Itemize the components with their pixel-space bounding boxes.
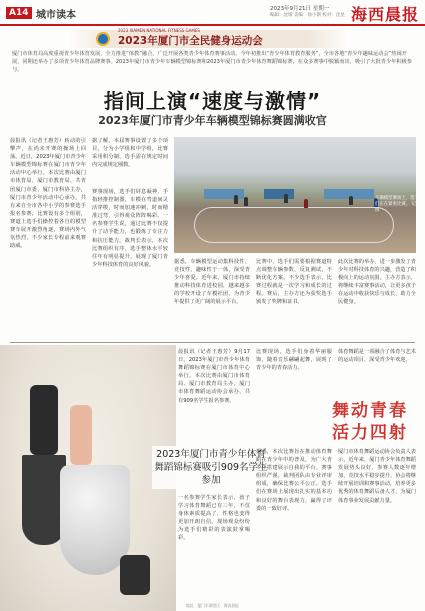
section-divider bbox=[10, 342, 415, 343]
article2-column: 据悉，本次比赛旨在推动体育舞蹈在青少年中的普及，为广大青少年搭建展示自我的平台。赛事组织严谨，裁判团队由专业评审组成，确保比赛公平公正。选手们在赛场上展现出扎实的基本功和良好的舞台表现力，赢得了评委的一致好评。 bbox=[256, 449, 332, 512]
main-headline: 指间上演“速度与激情” bbox=[103, 89, 322, 113]
lead-paragraph: 厦门市体育局高度重视青少年体育发展，全力推进“体教”融合，广泛开展各类青少年体育赛事活动。今年初推出“青少年体育教育服务”，全市各地“青少年趣味运动会”热闹开展，同期还举办了多项青少年体育品牌赛事。2023年厦门市青少年车辆模型锦标赛和2023年厦门市青少年体育舞蹈锦标赛，在众多赛事中脱颖而出，吸引了大批青少年积极参与。 bbox=[12, 51, 412, 73]
rc-car-race-photo bbox=[174, 137, 416, 253]
main-subheadline: 2023年厦门市青少年车辆模型锦标赛圆满收官 bbox=[98, 114, 327, 127]
banner-subtitle: 2023 XIAMEN NATIONAL FITNESS GAMES bbox=[118, 28, 200, 33]
article2-column: 一名参赛学生家长表示，孩子学习体育舞蹈已有三年，不仅身体素质提高了，性格也变得更加开朗自信。现场观众纷纷为选手们精彩的表演鼓掌喝彩。 bbox=[178, 495, 250, 542]
page-number-tag: A14 bbox=[6, 7, 32, 19]
article1-column: 赛事现场，选手们屏息凝神，手指轻推控制器，车模在弯道间灵活穿梭，时而加速冲刺，时而精准过弯，引得观众阵阵喝彩。一名参赛学生说，通过比赛不仅提升了动手能力，也锻炼了专注力和抗压能力。裁判长表示，本次比赛组织有序，选手整体水平较往年有明显提升，展现了厦门青少年科技体育的良好风貌。 bbox=[92, 189, 168, 268]
article2-column: 晨报讯（记者王惠芳）9月17日，2023年厦门市青少年体育舞蹈锦标赛在厦门市体育中心举行。本次比赛由厦门市体育局、厦门市教育局主办，厦门市体育舞蹈运动协会承办，共有909名学生报名参赛。 bbox=[178, 349, 250, 404]
article1-column: 据了解，本届赛事设置了多个项目，分为小学组和中学组，比赛采用积分制，选手需在规定时间内完成规定圈数。 bbox=[92, 138, 168, 169]
article2-column: 体育舞蹈是一项融合了体育与艺术的运动项目，深受青少年欢迎。 bbox=[338, 349, 416, 364]
page-footer: 地址：厦门市湖里区 · 海西晨报 bbox=[186, 603, 239, 608]
banner-title: 2023年厦门市全民健身运动会 bbox=[118, 35, 263, 47]
dance-feature-title bbox=[248, 400, 408, 444]
article1-column: 此次比赛的举办，进一步激发了青少年对科技体育的兴趣，营造了积极向上的运动氛围。主办方表示，将继续丰富赛事活动，让更多孩子在运动中收获快乐与成长，助力全民健身。 bbox=[338, 259, 416, 306]
newspaper-logo: 海西晨报 bbox=[350, 5, 419, 24]
event-banner bbox=[66, 30, 350, 48]
article1-column: 比赛中，选手们需要根据赛道特点调整车辆参数，反复测试，不断优化方案。不少选手表示，比赛过程就是一次学习和成长的过程。赛后，主办方还为获奖选手颁发了奖牌和证书。 bbox=[256, 259, 332, 306]
issue-date: 2023年9月21日 星期一 bbox=[270, 6, 330, 12]
article2-column: 比赛现场，选手们身着华丽服饰，随着音乐翩翩起舞，展现了青少年的青春活力。 bbox=[256, 349, 332, 372]
article2-column: 厦门市体育舞蹈运动协会负责人表示，近年来，厦门青少年体育舞蹈发展势头良好，参赛人数逐年增加，竞技水平稳步提升。协会将继续开展培训和赛事活动，培养更多优秀的体育舞蹈后备人才，为厦门体育事业发展贡献力量。 bbox=[338, 449, 416, 504]
article1-column: 晨报讯（记者王惠芳）转动的引擎声，在尚未开赛的操场上回荡。近日，2023年厦门市青少年车辆模型锦标赛在厦门市青少年活动中心举行。本次比赛由厦门市体育局、厦门市教育局、共青团厦门市委、厦门市科协主办，厦门市青少年活动中心承办。共有来自全市各中小学的参赛选手报名参赛，比赛设有多个组别，赛道上选手们操控着各自的模型赛车展开激烈角逐，赛场内外气氛热烈，不少家长专程前来观赛助威。 bbox=[10, 138, 86, 250]
games-logo-icon bbox=[96, 32, 110, 46]
article1-column: 据悉，车辆模型运动集科技性、竞技性、趣味性于一体，深受青少年喜爱。近年来，厦门市持续推动科技体育进校园，越来越多的学校开设了车模社团，为青少年提供了更广阔的展示平台。 bbox=[174, 259, 250, 306]
page-header bbox=[0, 0, 425, 26]
photo-caption: 车辆模型赛场上，选手们正在紧张比赛。 记者 摄 bbox=[375, 196, 421, 213]
feature-title-line: 舞动青春 bbox=[332, 401, 408, 421]
feature-title-line: 活力四射 bbox=[332, 423, 408, 443]
dance-competition-photo bbox=[0, 345, 176, 611]
section-title: 城市读本 bbox=[36, 10, 76, 21]
article2-headline: 2023年厦门市青少年体育舞蹈锦标赛吸引909名学生参加 bbox=[152, 446, 270, 489]
editor-credits: 编辑：沈婧 美编：徐小钢 校对：沈星 bbox=[270, 13, 345, 18]
